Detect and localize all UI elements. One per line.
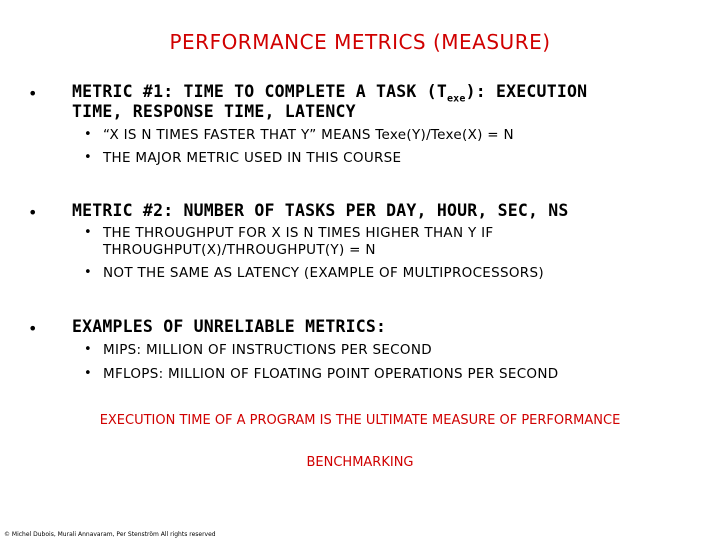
bullet-marker: • [28, 319, 38, 338]
benchmarking-heading: BENCHMARKING [306, 455, 414, 470]
conclusion-text: EXECUTION TIME OF A PROGRAM IS THE ULTIMATE MEASURE OF PERFORMANCE [99, 413, 621, 428]
sub-bullet-marker: • [84, 127, 92, 142]
metric-1-sub-2: THE MAJOR METRIC USED IN THIS COURSE [103, 150, 402, 166]
metric-1-line-2: TIME, RESPONSE TIME, LATENCY [72, 102, 356, 121]
sub-bullet-marker: • [84, 366, 92, 381]
metric-2-line: METRIC #2: NUMBER OF TASKS PER DAY, HOUR, SEC, NS [72, 201, 569, 220]
copyright-notice: © Michel Dubois, Murali Annavaram, Per Stenström All rights reserved [4, 531, 216, 538]
unreliable-sub-2: MFLOPS: MILLION OF FLOATING POINT OPERATIONS PER SECOND [103, 366, 559, 382]
metric-1-subscript: exe [446, 93, 466, 105]
sub-bullet-marker: • [84, 225, 92, 240]
metric-1-sub-1: “X IS N TIMES FASTER THAT Y” MEANS Texe(Y)/Texe(X) = N [103, 127, 514, 143]
metric-2-sub-1b: THROUGHPUT(X)/THROUGHPUT(Y) = N [103, 242, 376, 258]
metric-2-sub-2: NOT THE SAME AS LATENCY (EXAMPLE OF MULTIPROCESSORS) [103, 265, 544, 281]
bullet-marker: • [28, 84, 38, 103]
metric-2-sub-1a: THE THROUGHPUT FOR X IS N TIMES HIGHER THAN Y IF [103, 225, 494, 241]
sub-bullet-marker: • [84, 342, 92, 357]
unreliable-metrics-line: EXAMPLES OF UNRELIABLE METRICS: [72, 317, 387, 336]
bullet-marker: • [28, 203, 38, 222]
metric-1-suffix: ): EXECUTION [465, 82, 588, 101]
unreliable-sub-1: MIPS: MILLION OF INSTRUCTIONS PER SECOND [103, 342, 432, 358]
sub-bullet-marker: • [84, 150, 92, 165]
slide-title: PERFORMANCE METRICS (MEASURE) [169, 30, 551, 54]
sub-bullet-marker: • [84, 265, 92, 280]
metric-1-prefix: METRIC #1: TIME TO COMPLETE A TASK (T [72, 82, 447, 101]
